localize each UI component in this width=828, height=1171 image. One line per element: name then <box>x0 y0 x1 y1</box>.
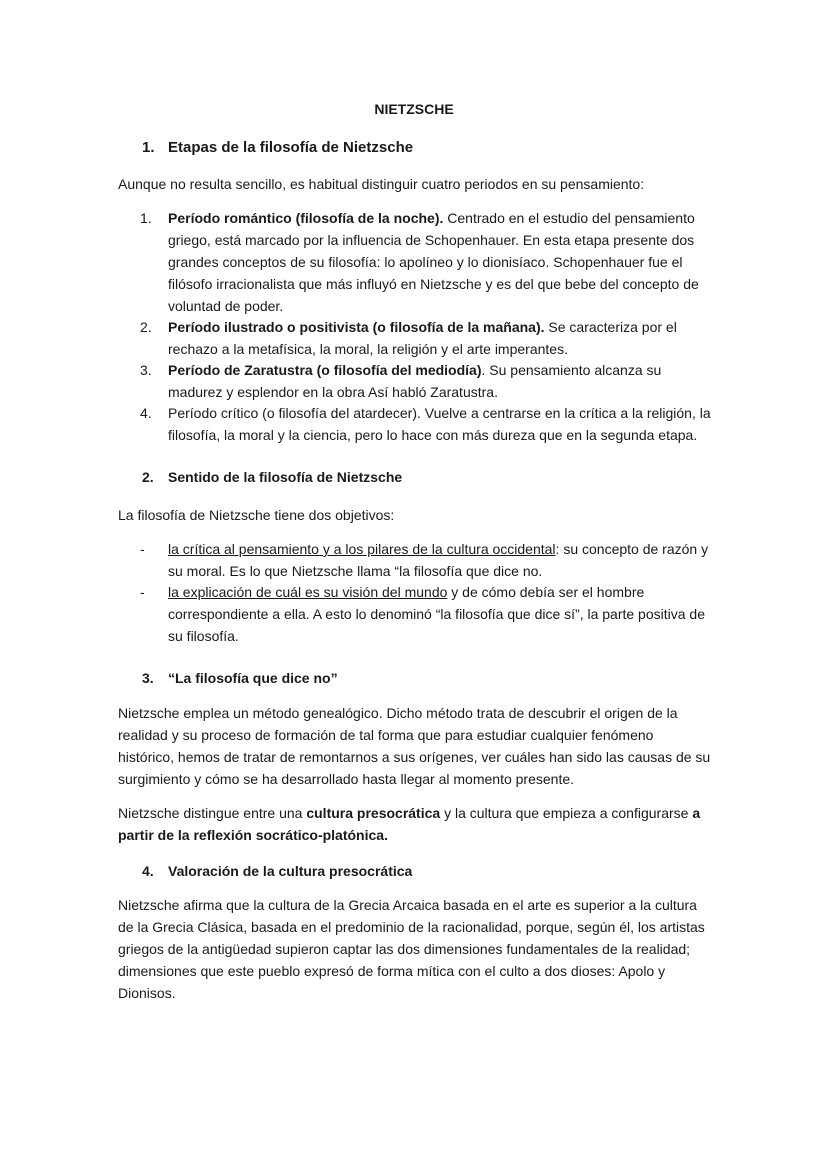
list-number: 4. <box>140 405 152 421</box>
list-item-text: Se caracteriza por el rechazo a la metafísica, la moral, la religión y el arte imperantes. <box>168 319 677 357</box>
section-3-heading <box>142 667 338 689</box>
paragraph-bold: cultura presocrática <box>306 805 441 821</box>
list-number: 3. <box>140 362 152 378</box>
list-item <box>140 316 715 360</box>
list-item <box>140 581 715 647</box>
section-title: “La filosofía que dice no” <box>168 670 338 686</box>
section-number: 1. <box>142 139 155 156</box>
paragraph-text: y la cultura que empieza a configurarse <box>440 805 693 821</box>
paragraph: Nietzsche emplea un método genealógico. Dicho método trata de descubrir el origen de la realidad y su proceso de formación de tal forma que para estudiar cualquier fenómeno histórico, hemos de tratar de remontarnos a sus orígenes, ver cuáles han sido las causas de su surgimiento y cómo se ha desarrollado hasta llegar al momento presente. <box>118 705 711 787</box>
list-item-text: : su concepto de razón y su moral. Es lo que Nietzsche llama “la filosofía que dice no. <box>168 541 709 579</box>
section-number: 4. <box>142 863 154 879</box>
paragraph-text: Nietzsche distingue entre una <box>118 805 307 821</box>
list-item <box>140 207 715 317</box>
list-item-text: . Su pensamiento alcanza su madurez y esplendor en la obra Así habló Zaratustra. <box>168 362 662 400</box>
list-item <box>140 538 715 582</box>
section-1-intro: Aunque no resulta sencillo, es habitual distinguir cuatro periodos en su pensamiento: <box>118 176 645 192</box>
list-dash: - <box>140 584 145 600</box>
paragraph: Nietzsche afirma que la cultura de la Grecia Arcaica basada en el arte es superior a la cultura de la Grecia Clásica, basada en el predominio de la racionalidad, porque, según él, los artistas griegos de la antigüedad supieron captar las dos dimensiones fundamentales de la realidad; dimensiones que este pueblo expresó de forma mítica con el culto a dos dioses: Apolo y Dionisos. <box>118 897 705 1001</box>
list-dash: - <box>140 541 145 557</box>
paragraph <box>118 802 713 846</box>
list-item-underlined: la explicación de cuál es su visión del mundo <box>168 584 448 600</box>
paragraph-bold: a partir de la reflexión socrático-platónica. <box>118 805 701 843</box>
list-item-bold: Período de Zaratustra (o filosofía del mediodía) <box>168 362 482 378</box>
section-title: Valoración de la cultura presocrática <box>168 863 413 879</box>
list-item-text: y de cómo debía ser el hombre correspondiente a ella. A esto lo denominó “la filosofía que dice sí”, la parte positiva de su filosofía. <box>168 584 705 644</box>
document-title: NIETZSCHE <box>374 101 454 117</box>
section-title: Etapas de la filosofía de Nietzsche <box>168 139 414 156</box>
section-2-intro: La filosofía de Nietzsche tiene dos objetivos: <box>118 507 395 523</box>
section-4-heading <box>142 860 412 882</box>
list-item <box>140 402 715 446</box>
list-item-text: Período crítico (o filosofía del atardecer). Vuelve a centrarse en la crítica a la religión, la filosofía, la moral y la ciencia, pero lo hace con más dureza que en la segunda etapa. <box>168 405 711 443</box>
section-number: 3. <box>142 670 154 686</box>
list-item-text: Centrado en el estudio del pensamiento griego, está marcado por la influencia de Schopenhauer. En esta etapa presente dos grandes conceptos de su filosofía: lo apolíneo y lo dionisíaco. Schopenhauer fue el filósofo irracionalista que más influyó en Nietzsche y es del que bebe del concepto de voluntad de poder. <box>168 210 699 314</box>
list-number: 2. <box>140 319 152 335</box>
list-item-bold: Período romántico (filosofía de la noche). <box>168 210 444 226</box>
list-item <box>140 359 715 403</box>
section-title: Sentido de la filosofía de Nietzsche <box>168 469 403 485</box>
section-number: 2. <box>142 469 154 485</box>
list-number: 1. <box>140 210 152 226</box>
section-2-heading <box>142 466 402 488</box>
section-1-heading <box>142 137 413 159</box>
list-item-bold: Período ilustrado o positivista (o filosofía de la mañana). <box>168 319 545 335</box>
list-item-underlined: la crítica al pensamiento y a los pilares de la cultura occidental <box>168 541 556 557</box>
